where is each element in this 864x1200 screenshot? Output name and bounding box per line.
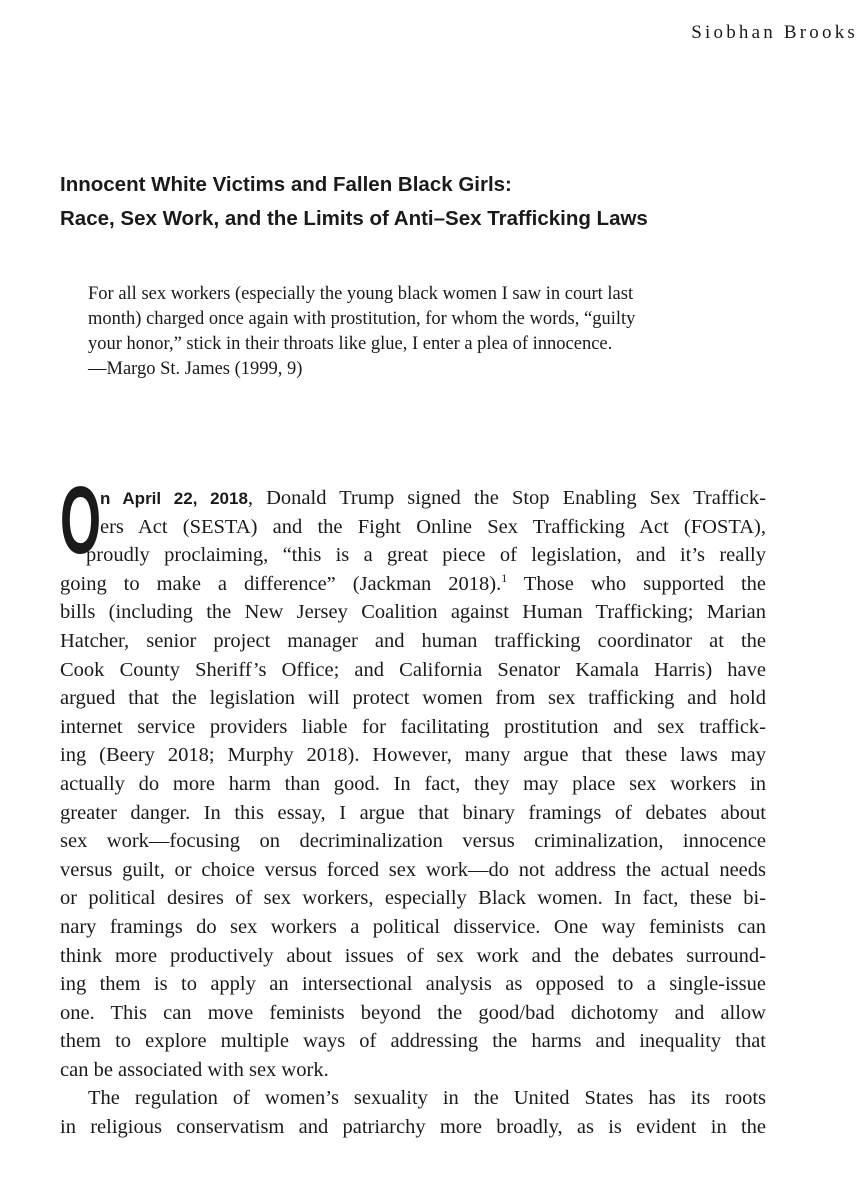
- running-head: Siobhan Brooks: [691, 22, 858, 43]
- body-line: or political desires of sex workers, especially Black women. In fact, these bi-: [60, 887, 766, 910]
- body-line: versus guilt, or choice versus forced sex work—do not address the actual needs: [60, 858, 766, 881]
- body-line: ing (Beery 2018; Murphy 2018). However, many argue that these laws may: [60, 744, 766, 767]
- title-line-1: Innocent White Victims and Fallen Black Girls:: [60, 173, 512, 196]
- body-line: them to explore multiple ways of addressing the harms and inequality that: [60, 1030, 766, 1053]
- body-line: actually do more harm than good. In fact, they may place sex workers in: [60, 772, 766, 795]
- footnote-marker: 1: [501, 570, 508, 585]
- body-line: greater danger. In this essay, I argue that binary framings of debates about: [60, 801, 766, 824]
- lead-in: n April 22, 2018: [100, 489, 248, 508]
- body-line: ers Act (SESTA) and the Fight Online Sex Trafficking Act (FOSTA),: [100, 515, 766, 538]
- body-text: [60, 484, 766, 1142]
- body-line: Hatcher, senior project manager and human trafficking coordinator at the: [60, 629, 766, 652]
- title-line-2: Race, Sex Work, and the Limits of Anti–Sex Trafficking Laws: [60, 207, 648, 230]
- body-line: think more productively about issues of sex work and the debates surround-: [60, 944, 766, 967]
- body-line: ing them is to apply an intersectional analysis as opposed to a single-issue: [60, 973, 766, 996]
- body-line: internet service providers liable for facilitating prostitution and sex traffick-: [60, 715, 766, 738]
- article-title: [60, 168, 820, 236]
- epigraph-attribution: —Margo St. James (1999, 9): [88, 359, 303, 379]
- body-line: The regulation of women’s sexuality in the United States has its roots: [88, 1087, 766, 1110]
- epigraph: [88, 282, 788, 382]
- body-line: bills (including the New Jersey Coalition against Human Trafficking; Marian: [60, 601, 766, 624]
- body-line: can be associated with sex work.: [60, 1058, 329, 1081]
- epigraph-line: your honor,” stick in their throats like glue, I enter a plea of innocence.: [88, 334, 613, 354]
- body-line: Cook County Sheriff’s Office; and California Senator Kamala Harris) have: [60, 658, 766, 681]
- epigraph-line: month) charged once again with prostitution, for whom the words, “guilty: [88, 309, 636, 329]
- body-line: argued that the legislation will protect women from sex trafficking and hold: [60, 687, 766, 710]
- drop-cap: O: [60, 467, 102, 574]
- body-line: going to make a difference” (Jackman 2018).$^1$ Those who supported the: [60, 570, 766, 595]
- body-line: in religious conservatism and patriarchy more broadly, as is evident in the: [60, 1116, 766, 1139]
- epigraph-line: For all sex workers (especially the young black women I saw in court last: [88, 284, 634, 304]
- body-line: proudly proclaiming, “this is a great piece of legislation, and it’s really: [86, 544, 766, 567]
- body-line: sex work—focusing on decriminalization versus criminalization, innocence: [60, 830, 766, 853]
- body-line: nary framings do sex workers a political disservice. One way feminists can: [60, 915, 766, 938]
- body-line: n April 22, 2018, Donald Trump signed the Stop Enabling Sex Traffick-: [100, 487, 766, 509]
- body-line: one. This can move feminists beyond the good/bad dichotomy and allow: [60, 1001, 766, 1024]
